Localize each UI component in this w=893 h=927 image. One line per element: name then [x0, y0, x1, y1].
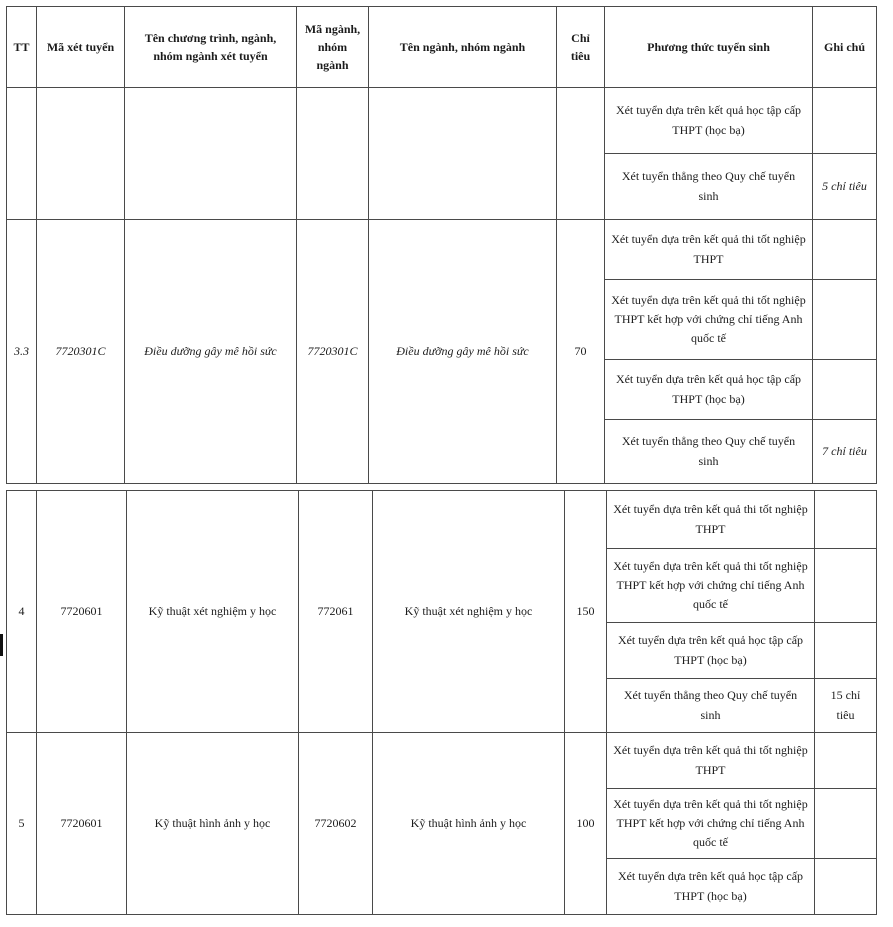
table-row	[7, 220, 877, 280]
cell-ten-nganh: Kỹ thuật hình ảnh y học	[373, 733, 565, 915]
cell-ma-xet-tuyen: 7720301C	[37, 220, 125, 484]
table-row	[7, 491, 877, 549]
cell-tt: 3.3	[7, 220, 37, 484]
cell-tt: 4	[7, 491, 37, 733]
method-thpt-exam: Xét tuyển dựa trên kết quả thi tốt nghiệp THPT	[605, 220, 813, 280]
cell-empty	[557, 88, 605, 220]
method-thpt-exam-english: Xét tuyển dựa trên kết quả thi tốt nghiệp THPT kết hợp với chứng chỉ tiếng Anh quốc tế	[607, 549, 815, 623]
header-phuong-thuc: Phương thức tuyển sinh	[605, 7, 813, 88]
header-ten-chuong-trinh: Tên chương trình, ngành, nhóm ngành xét tuyển	[125, 7, 297, 88]
header-chi-tieu: Chỉ tiêu	[557, 7, 605, 88]
note-empty	[815, 491, 877, 549]
cell-ten-nganh: Kỹ thuật xét nghiệm y học	[373, 491, 565, 733]
cell-ma-nganh: 7720301C	[297, 220, 369, 484]
header-ten-nganh: Tên ngành, nhóm ngành	[369, 7, 557, 88]
header-ma-xet-tuyen: Mã xét tuyển	[37, 7, 125, 88]
note-empty	[815, 623, 877, 679]
cell-empty	[297, 88, 369, 220]
cell-ma-xet-tuyen: 7720601	[37, 491, 127, 733]
method-thpt-exam: Xét tuyển dựa trên kết quả thi tốt nghiệp THPT	[607, 491, 815, 549]
scan-edge-mark	[0, 634, 3, 656]
header-row	[7, 7, 877, 88]
cell-ma-nganh: 7720602	[299, 733, 373, 915]
cell-ma-xet-tuyen: 7720601	[37, 733, 127, 915]
table-row-continued	[7, 88, 877, 154]
cell-ma-nganh: 772061	[299, 491, 373, 733]
method-hoc-ba: Xét tuyển dựa trên kết quả học tập cấp THPT (học bạ)	[607, 859, 815, 915]
cell-empty	[125, 88, 297, 220]
cell-empty	[37, 88, 125, 220]
method-direct: Xét tuyển thẳng theo Quy chế tuyển sinh	[605, 420, 813, 484]
header-tt: TT	[7, 7, 37, 88]
method-hoc-ba: Xét tuyển dựa trên kết quả học tập cấp THPT (học bạ)	[605, 360, 813, 420]
note-direct-quota: 5 chỉ tiêu	[813, 154, 877, 220]
note-empty	[813, 360, 877, 420]
method-thpt-exam-english: Xét tuyển dựa trên kết quả thi tốt nghiệp THPT kết hợp với chứng chỉ tiếng Anh quốc tế	[605, 280, 813, 360]
note-empty	[815, 733, 877, 789]
cell-chi-tieu: 150	[565, 491, 607, 733]
note-empty	[815, 789, 877, 859]
note-empty	[815, 549, 877, 623]
cell-ten-chuong-trinh: Kỹ thuật xét nghiệm y học	[127, 491, 299, 733]
note-direct-quota: 15 chỉ tiêu	[815, 679, 877, 733]
method-thpt-exam-english: Xét tuyển dựa trên kết quả thi tốt nghiệp THPT kết hợp với chứng chỉ tiếng Anh quốc tế	[607, 789, 815, 859]
method-direct: Xét tuyển thẳng theo Quy chế tuyển sinh	[605, 154, 813, 220]
method-hoc-ba: Xét tuyển dựa trên kết quả học tập cấp THPT (học bạ)	[607, 623, 815, 679]
note-empty	[813, 280, 877, 360]
method-thpt-exam: Xét tuyển dựa trên kết quả thi tốt nghiệp THPT	[607, 733, 815, 789]
cell-empty	[369, 88, 557, 220]
cell-chi-tieu: 70	[557, 220, 605, 484]
cell-ten-chuong-trinh: Điều dưỡng gây mê hồi sức	[125, 220, 297, 484]
note-empty	[815, 859, 877, 915]
admissions-table-lower	[6, 490, 877, 915]
method-hoc-ba: Xét tuyển dựa trên kết quả học tập cấp THPT (học bạ)	[605, 88, 813, 154]
cell-empty	[7, 88, 37, 220]
table-row	[7, 733, 877, 789]
admissions-table-upper	[6, 6, 877, 484]
cell-ten-nganh: Điều dưỡng gây mê hồi sức	[369, 220, 557, 484]
header-ghi-chu: Ghi chú	[813, 7, 877, 88]
note-empty	[813, 220, 877, 280]
method-direct: Xét tuyển thẳng theo Quy chế tuyển sinh	[607, 679, 815, 733]
note-direct-quota: 7 chỉ tiêu	[813, 420, 877, 484]
cell-ten-chuong-trinh: Kỹ thuật hình ảnh y học	[127, 733, 299, 915]
cell-tt: 5	[7, 733, 37, 915]
cell-chi-tieu: 100	[565, 733, 607, 915]
header-ma-nganh: Mã ngành, nhóm ngành	[297, 7, 369, 88]
note-empty	[813, 88, 877, 154]
